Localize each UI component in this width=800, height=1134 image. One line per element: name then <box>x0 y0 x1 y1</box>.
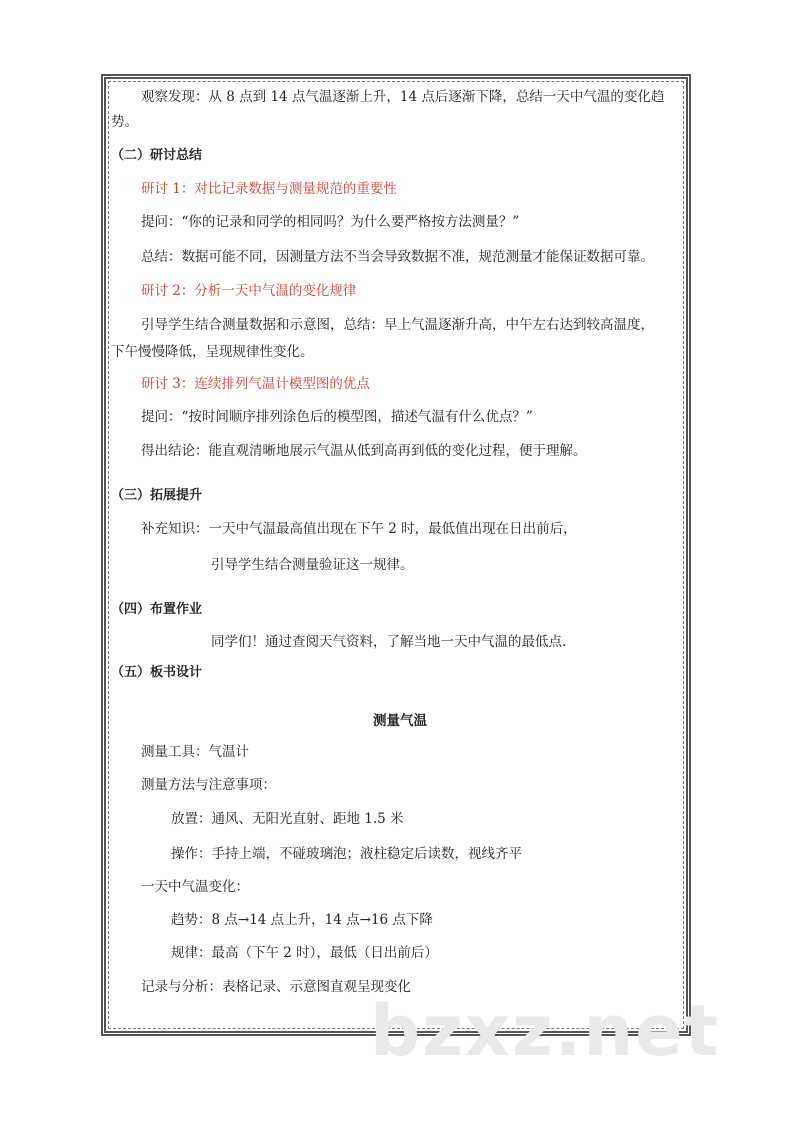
watermark: bzxz.net <box>370 990 721 1072</box>
text-line: 势。 <box>111 114 138 130</box>
text-line: 提问：“按时间顺序排列涂色后的模型图，描述气温有什么优点？” <box>141 409 533 425</box>
section-heading: （四）布置作业 <box>111 602 203 617</box>
text-line: 一天中气温变化： <box>141 879 249 895</box>
text-line: 放置：通风、无阳光直射、距地 1.5 米 <box>171 811 404 827</box>
section-heading: （二）研讨总结 <box>111 148 203 163</box>
text-line: 观察发现：从 8 点到 14 点气温逐渐上升，14 点后逐渐下降，总结一天中气温的变化趋 <box>141 89 665 105</box>
section-heading: （五）板书设计 <box>111 665 203 680</box>
text-line: 引导学生结合测量验证这一规律。 <box>211 557 414 573</box>
text-line: 操作：手持上端，不碰玻璃泡；液柱稳定后读数，视线齐平 <box>171 846 522 862</box>
text-line: 同学们！通过查阅天气资料，了解当地一天中气温的最低点. <box>211 634 567 650</box>
text-line: 提问：“你的记录和同学的相同吗？为什么要严格按方法测量？” <box>141 214 520 230</box>
text-line: 下午慢慢降低，呈现规律性变化。 <box>111 344 314 360</box>
text-line: 测量方法与注意事项： <box>141 777 276 793</box>
discussion-title: 研讨 3：连续排列气温计模型图的优点 <box>141 376 370 392</box>
text-line: 趋势：8 点→14 点上升，14 点→16 点下降 <box>171 912 433 928</box>
text-line: 记录与分析：表格记录、示意图直观呈现变化 <box>141 979 411 995</box>
text-line: 总结：数据可能不同，因测量方法不当会导致数据不准，规范测量才能保证数据可靠。 <box>141 249 654 265</box>
discussion-title: 研讨 1：对比记录数据与测量规范的重要性 <box>141 181 397 197</box>
text-line: 测量工具：气温计 <box>141 744 249 760</box>
text-line: 补充知识：一天中气温最高值出现在下午 2 时，最低值出现在日出前后， <box>141 521 577 537</box>
discussion-title: 研讨 2：分析一天中气温的变化规律 <box>141 283 357 299</box>
text-line: 规律：最高（下午 2 时），最低（日出前后） <box>171 945 438 961</box>
text-line: 得出结论：能直观清晰地展示气温从低到高再到低的变化过程，便于理解。 <box>141 443 587 459</box>
section-heading: （三）拓展提升 <box>111 488 203 503</box>
board-title: 测量气温 <box>373 713 427 729</box>
text-line: 引导学生结合测量数据和示意图，总结：早上气温逐渐升高，中午左右达到较高温度， <box>141 317 654 333</box>
